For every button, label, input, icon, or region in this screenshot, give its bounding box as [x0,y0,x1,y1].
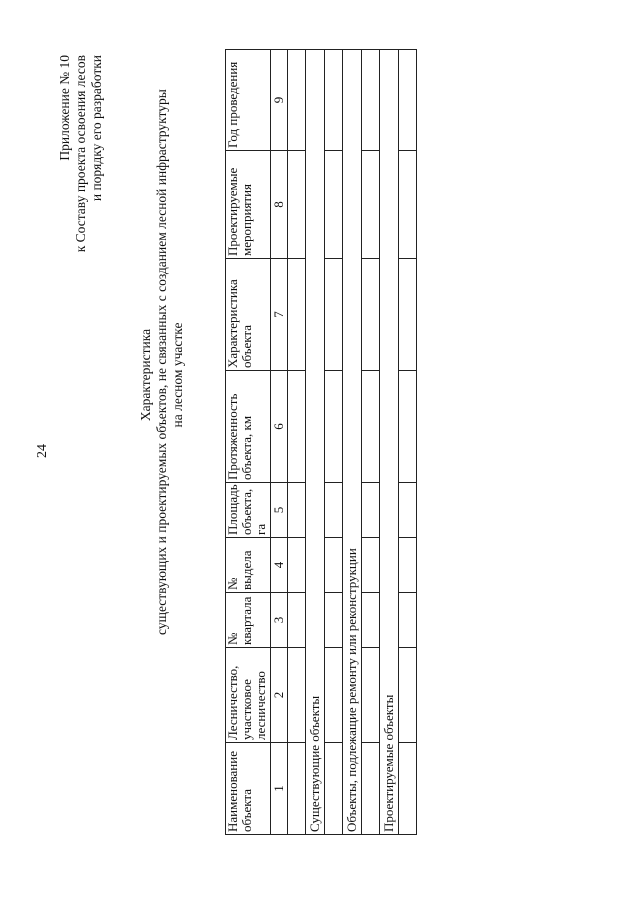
column-number-cell: 6 [271,371,288,483]
column-number-cell: 1 [271,743,288,835]
table-cell [325,483,343,538]
table-row [399,50,417,835]
table-cell [399,538,417,593]
table-cell [399,371,417,483]
table-cell [362,371,380,483]
table-cell [362,593,380,648]
header-cell: Год проведения [226,50,271,151]
table-cell [288,538,306,593]
column-number-cell: 2 [271,648,288,743]
annex-line-2: к Составу проекта освоения лесов [73,55,88,253]
table-cell [288,648,306,743]
title-line-3: на лесном участке [170,322,185,428]
annex-line-3: и порядку его разработки [89,55,104,202]
table-cell [399,151,417,259]
table-cell [362,648,380,743]
column-number-cell: 5 [271,483,288,538]
header-cell: № выдела [226,538,271,593]
table-cell [288,259,306,371]
header-cell: Лесничество, участковое лесничество [226,648,271,743]
title-line-1: Характеристика [138,328,153,422]
table-cell [288,50,306,151]
table-cell [362,151,380,259]
annex-reference [57,55,105,385]
table-cell [362,538,380,593]
column-number-cell: 8 [271,151,288,259]
table-cell [288,483,306,538]
table-cell [399,743,417,835]
table-cell [399,648,417,743]
table-cell [362,50,380,151]
table-cell [325,50,343,151]
header-cell: Проектируемые мероприятия [226,151,271,259]
section-label: Существующие объекты [306,50,325,835]
table-cell [325,743,343,835]
section-row [343,50,362,835]
table-cell [288,743,306,835]
document-title [138,89,186,635]
header-cell: № квартала [226,593,271,648]
header-cell: Протяженность объекта, км [226,371,271,483]
header-cell: Характеристика объекта [226,259,271,371]
annex-line-1: Приложение № 10 [57,55,72,161]
table-cell [325,648,343,743]
section-label: Проектируемые объекты [380,50,399,835]
table-cell [399,259,417,371]
table-cell [362,483,380,538]
objects-table [225,49,417,835]
column-number-row [271,50,288,835]
section-row [380,50,399,835]
header-row [226,50,271,835]
table-cell [325,538,343,593]
title-line-2: существующих и проектируемых объектов, не связанных с созданием лесной инфраструктуры [154,89,169,635]
table-cell [399,593,417,648]
column-number-cell: 7 [271,259,288,371]
column-number-cell: 3 [271,593,288,648]
table-row [288,50,306,835]
section-row [306,50,325,835]
column-number-cell: 4 [271,538,288,593]
table-cell [325,371,343,483]
table-cell [325,593,343,648]
section-label: Объекты, подлежащие ремонту или реконструкции [343,50,362,835]
table-row [325,50,343,835]
table-cell [399,483,417,538]
table-cell [325,151,343,259]
table-cell [362,259,380,371]
table-cell [362,743,380,835]
page-number: 24 [35,444,50,458]
column-number-cell: 9 [271,50,288,151]
table-cell [288,371,306,483]
table-cell [288,151,306,259]
table-cell [325,259,343,371]
table-row [362,50,380,835]
table-cell [399,50,417,151]
header-cell: Площадь объекта, га [226,483,271,538]
header-cell: Наименование объекта [226,743,271,835]
table-cell [288,593,306,648]
